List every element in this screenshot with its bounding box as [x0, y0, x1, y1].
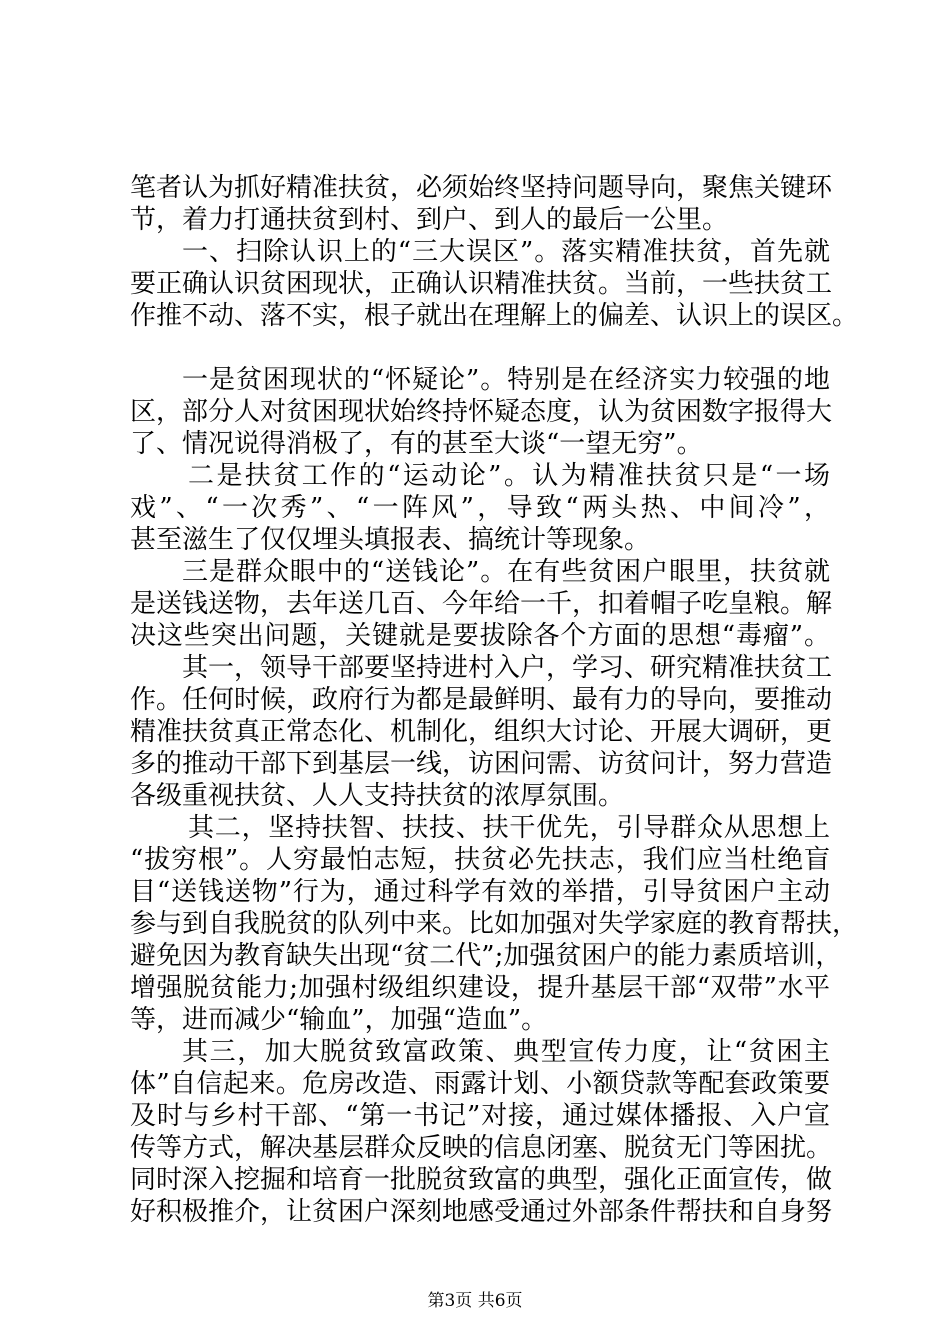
section-heading-line: 一、扫除认识上的“三大误区”。落实精准扶贫，首先就	[182, 237, 830, 267]
text-line: 各级重视扶贫、人人支持扶贫的浓厚氛围。	[130, 781, 625, 811]
document-body	[130, 172, 859, 1228]
text-line: 精准扶贫真正常态化、机制化，组织大讨论、开展大调研，更	[130, 717, 833, 747]
text-line: 其二，坚持扶智、扶技、扶干优先，引导群众从思想上	[188, 813, 830, 843]
text-line: 戏”、“一次秀”、“一阵风”，导致“两头热、中间冷”，	[130, 493, 830, 523]
text-line: 及时与乡村干部、“第一书记”对接，通过媒体播报、入户宣	[130, 1101, 830, 1131]
text-line: “拔穷根”。人穷最怕志短，扶贫必先扶志，我们应当杜绝盲	[130, 845, 830, 875]
text-line: 甚至滋生了仅仅埋头填报表、搞统计等现象。	[130, 525, 651, 555]
text-line: 等，进而减少“输血”，加强“造血”。	[130, 1005, 548, 1035]
text-line: 笔者认为抓好精准扶贫，必须始终坚持问题导向，聚焦关键环	[130, 173, 833, 203]
text-line: 其一，领导干部要坚持进村入户，学习、研究精准扶贫工	[182, 653, 833, 683]
text-line: 三是群众眼中的“送钱论”。在有些贫困户眼里，扶贫就	[182, 557, 830, 587]
text-line: 其三，加大脱贫致富政策、典型宣传力度，让“贫困主	[182, 1037, 830, 1067]
text-line: 传等方式，解决基层群众反映的信息闭塞、脱贫无门等困扰。	[130, 1133, 833, 1163]
text-line: 增强脱贫能力;加强村级组织建设，提升基层干部“双带”水平	[130, 973, 830, 1003]
text-line: 是送钱送物，去年送几百、今年给一千，扣着帽子吃皇粮。解	[130, 589, 833, 619]
text-line: 作。任何时候，政府行为都是最鲜明、最有力的导向，要推动	[130, 685, 833, 715]
page-footer	[0, 1290, 950, 1312]
text-line: 一是贫困现状的“怀疑论”。特别是在经济实力较强的地	[182, 365, 830, 395]
text-line: 好积极推介，让贫困户深刻地感受通过外部条件帮扶和自身努	[130, 1197, 833, 1227]
text-line: 二是扶贫工作的“运动论”。认为精准扶贫只是“一场	[188, 461, 830, 491]
text-line: 参与到自我脱贫的队列中来。比如加强对失学家庭的教育帮扶，	[130, 909, 859, 939]
text-line: 同时深入挖掘和培育一批脱贫致富的典型，强化正面宣传，做	[130, 1165, 833, 1195]
paragraph-gap	[130, 332, 830, 364]
text-line: 区，部分人对贫困现状始终持怀疑态度，认为贫困数字报得大	[130, 397, 833, 427]
text-line: 多的推动干部下到基层一线，访困问需、访贫问计，努力营造	[130, 749, 833, 779]
text-line: 作推不动、落不实，根子就出在理解上的偏差、认识上的误区。	[130, 301, 859, 331]
text-line: 避免因为教育缺失出现“贫二代”;加强贫困户的能力素质培训，	[130, 941, 842, 971]
text-line: 决这些突出问题，关键就是要拔除各个方面的思想“毒瘤”。	[130, 621, 830, 651]
text-line: 节，着力打通扶贫到村、到户、到人的最后一公里。	[130, 205, 729, 235]
page-number-label: 第3页 共6页	[427, 1291, 523, 1311]
text-line: 了、情况说得消极了，有的甚至大谈“一望无穷”。	[130, 429, 703, 459]
text-line: 要正确认识贫困现状，正确认识精准扶贫。当前，一些扶贫工	[130, 269, 833, 299]
text-line: 体”自信起来。危房改造、雨露计划、小额贷款等配套政策要	[130, 1069, 830, 1099]
text-line: 目“送钱送物”行为，通过科学有效的举措，引导贫困户主动	[130, 877, 830, 907]
